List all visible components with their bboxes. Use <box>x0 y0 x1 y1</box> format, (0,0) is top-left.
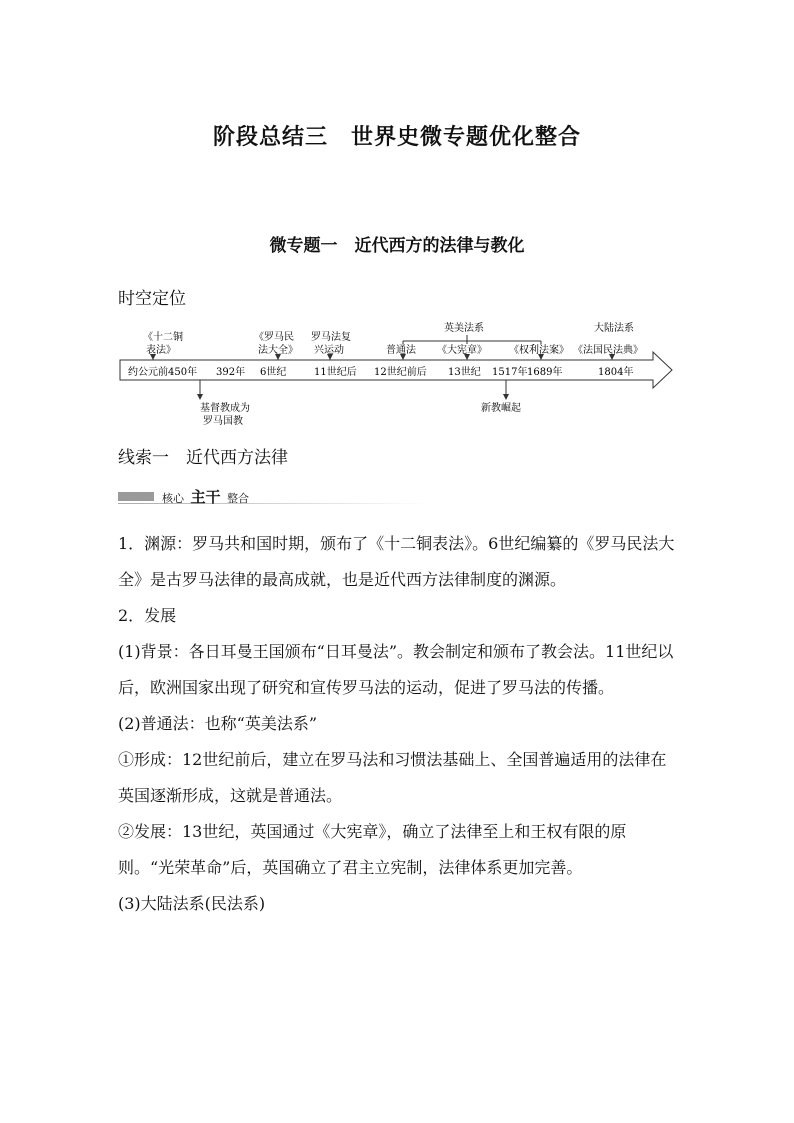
event-label: 《罗马民 <box>254 332 294 343</box>
event-label: 《大宪章》 <box>437 345 487 356</box>
paragraph: 1．渊源：罗马共和国时期，颁布了《十二铜表法》。6世纪编纂的《罗马民法大全》是古罗马法律的最高成就，也是近代西方法律制度的渊源。 <box>118 534 675 589</box>
paragraph: (2)普通法：也称“英美法系” <box>118 714 318 733</box>
legal-system-label: 大陆法系 <box>594 323 634 334</box>
paragraph: (1)背景：各日耳曼王国颁布“日耳曼法”。教会制定和颁布了教会法。11世纪以后，欧洲国家出现了研究和宣传罗马法的运动，促进了罗马法的传播。 <box>118 642 674 697</box>
section-heading: 时空定位 <box>118 289 186 309</box>
date-label: 约公元前450年 <box>128 367 198 378</box>
topic-subtitle: 微专题一 近代西方的法律与教化 <box>269 236 525 256</box>
date-label: 12世纪前后 <box>374 367 427 378</box>
page-title: 阶段总结三 世界史微专题优化整合 <box>212 125 581 150</box>
paragraph: 2．发展 <box>118 606 177 625</box>
event-label: 《权利法案》 <box>509 345 569 356</box>
connector-arrowhead <box>503 394 509 400</box>
event-label: 普通法 <box>386 345 416 356</box>
event-label: 罗马法复 <box>311 332 351 343</box>
banner-big: 主干 <box>190 488 221 506</box>
date-label: 11世纪后 <box>314 367 357 378</box>
event-label: 表法》 <box>146 345 176 356</box>
date-label: 1804年 <box>598 367 634 378</box>
connector-arrowhead <box>197 394 203 400</box>
date-label: 392年 <box>216 367 246 378</box>
event-label: 《十二铜 <box>143 332 183 343</box>
event-label: 新教崛起 <box>481 403 521 414</box>
date-label: 6世纪 <box>260 367 287 378</box>
event-label: 兴运动 <box>314 345 344 356</box>
banner-text <box>162 486 249 507</box>
body-text <box>118 526 680 922</box>
timeline-diagram <box>118 310 678 427</box>
event-label: 法大全》 <box>258 345 298 356</box>
core-banner <box>118 484 430 508</box>
date-label: 1517年 <box>492 367 528 378</box>
banner-right: 整合 <box>227 492 250 505</box>
paragraph: ②发展：13世纪，英国通过《大宪章》，确立了法律至上和王权有限的原则。“光荣革命”后，英国确立了君主立宪制，法律体系更加完善。 <box>118 822 627 877</box>
event-label: 基督教成为 <box>200 403 250 414</box>
paragraph: ①形成：12世纪前后，建立在罗马法和习惯法基础上、全国普遍适用的法律在英国逐渐形成，这就是普通法。 <box>118 750 667 805</box>
paragraph: (3)大陆法系(民法系) <box>118 894 266 913</box>
date-label: 13世纪 <box>448 367 481 378</box>
event-label: 《法国民法典》 <box>573 345 643 356</box>
legal-system-label: 英美法系 <box>444 323 484 334</box>
event-label: 罗马国教 <box>203 416 243 427</box>
date-label: 1689年 <box>527 367 563 378</box>
banner-bar <box>118 492 154 501</box>
banner-left: 核心 <box>162 492 184 505</box>
thread-heading: 线索一 近代西方法律 <box>118 448 288 468</box>
